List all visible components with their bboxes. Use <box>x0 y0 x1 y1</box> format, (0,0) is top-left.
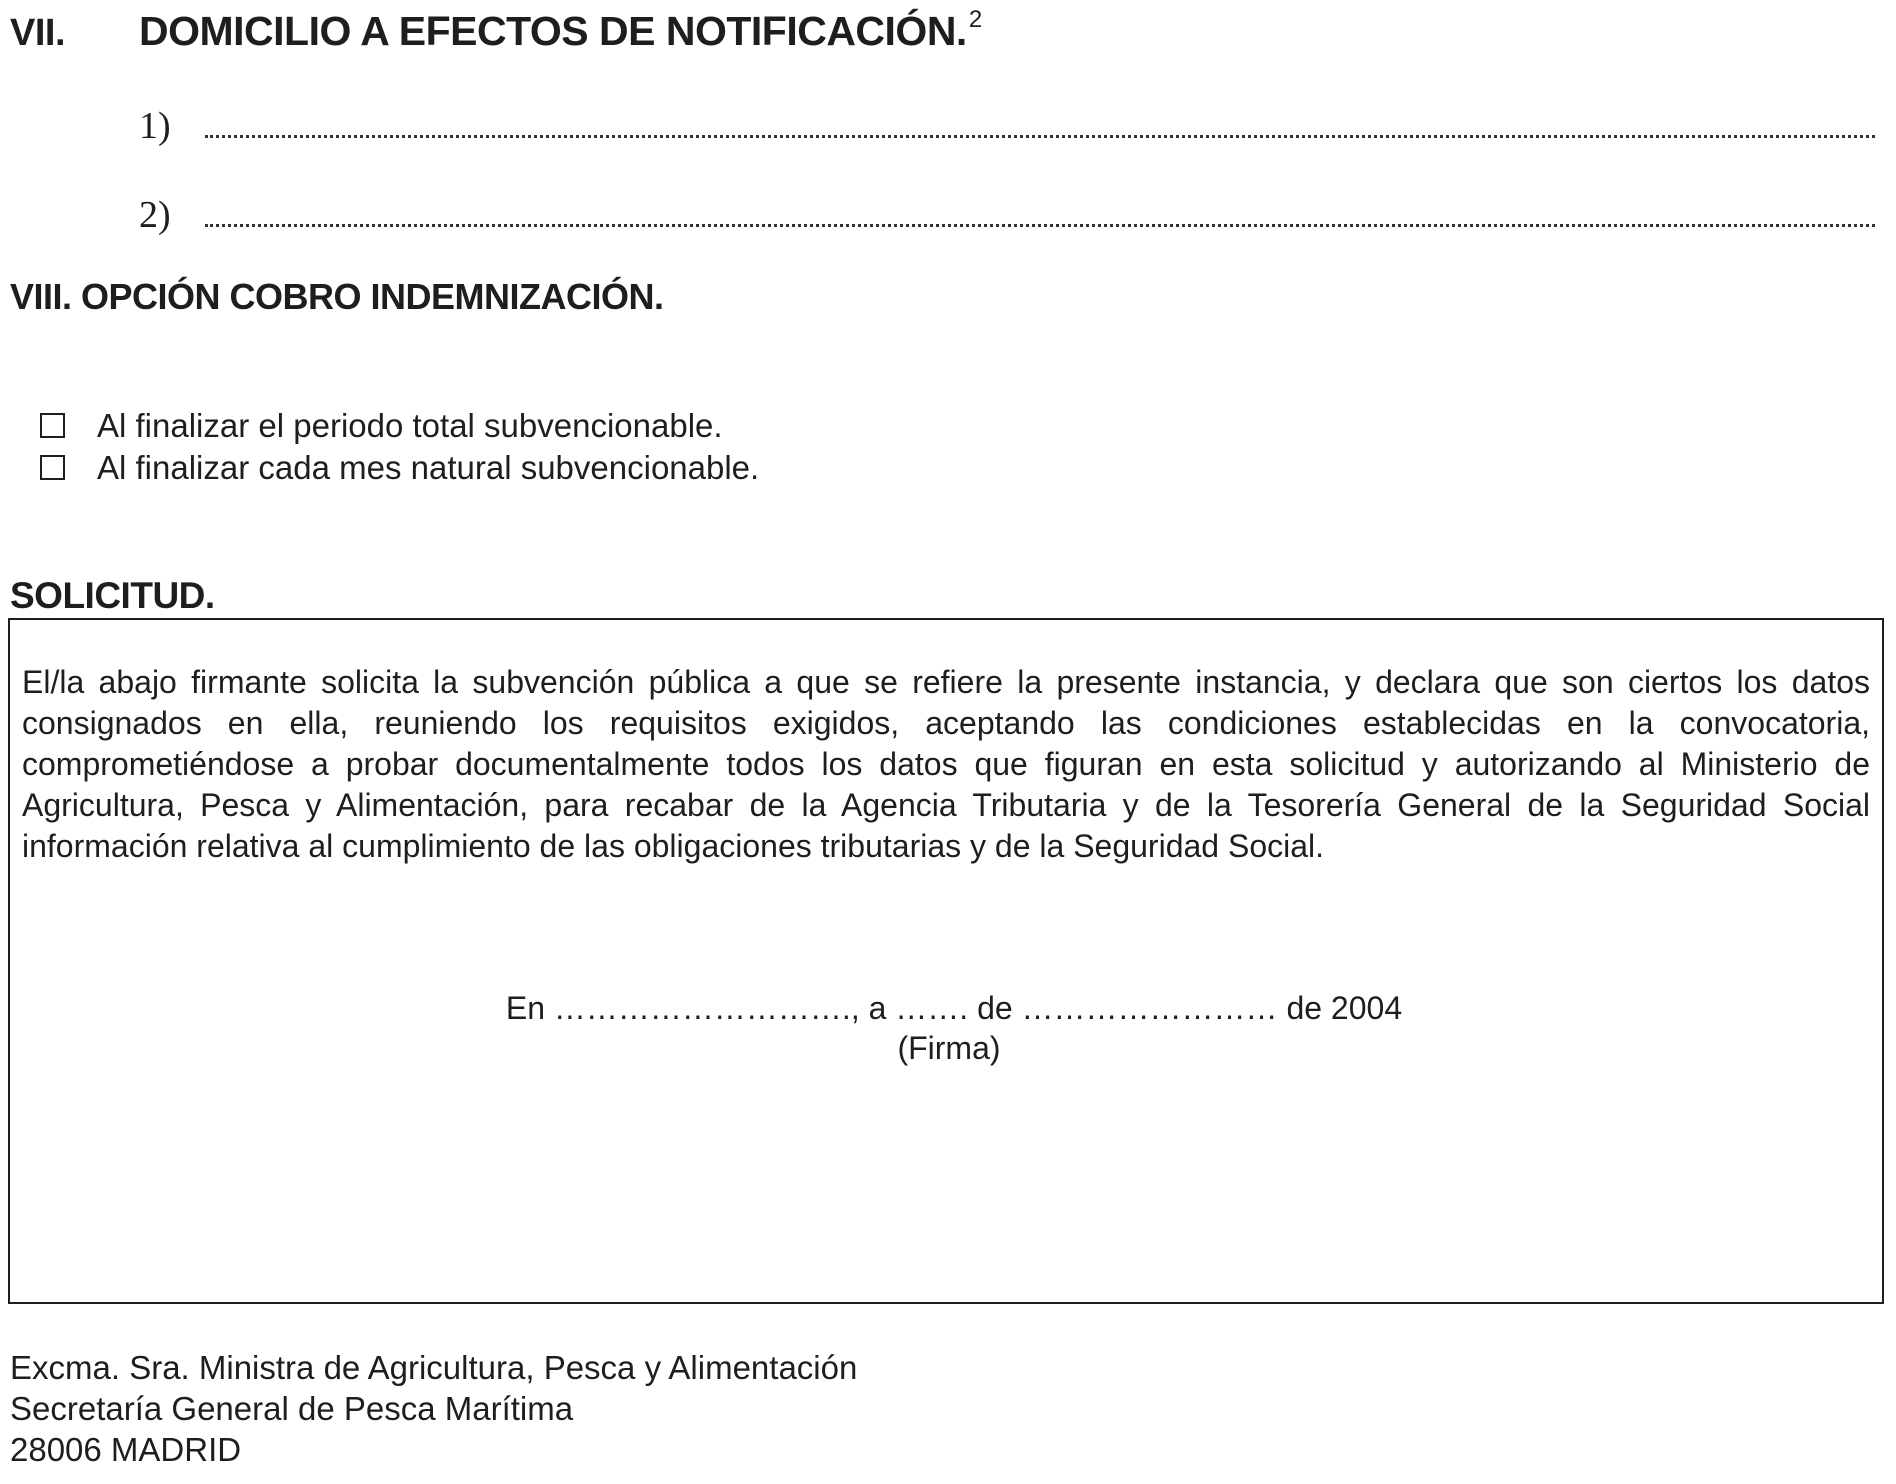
footnote-marker: 2 <box>968 6 982 33</box>
address-line-1-label: 1) <box>139 105 171 147</box>
address-line-1[interactable] <box>139 104 1875 150</box>
option-total-period-checkbox[interactable] <box>40 413 65 438</box>
section-vii-number: VII. <box>10 12 66 54</box>
option-monthly-label: Al finalizar cada mes natural subvencionable. <box>97 449 760 486</box>
solicitud-box <box>8 618 1884 1304</box>
place-date-line[interactable]: En ………………………., a ……. de …………………… de 2004 <box>505 990 1403 1026</box>
option-monthly-checkbox[interactable] <box>40 455 65 480</box>
address-line-1-field[interactable] <box>205 135 1875 138</box>
signature-label: (Firma) <box>897 1030 1001 1066</box>
section-viii-title: VIII. OPCIÓN COBRO INDEMNIZACIÓN. <box>10 276 664 317</box>
section-vii-title <box>139 8 982 55</box>
address-line-2[interactable] <box>139 193 1875 239</box>
address-line-2-label: 2) <box>139 194 171 236</box>
section-vii-title-text: DOMICILIO A EFECTOS DE NOTIFICACIÓN. <box>139 8 967 54</box>
addressee-line-3: 28006 MADRID <box>10 1431 242 1468</box>
solicitud-title: SOLICITUD. <box>10 575 215 616</box>
addressee-line-1: Excma. Sra. Ministra de Agricultura, Pesca y Alimentación <box>10 1349 858 1386</box>
address-line-2-field[interactable] <box>205 224 1875 227</box>
addressee-line-2: Secretaría General de Pesca Marítima <box>10 1390 574 1427</box>
option-total-period-label: Al finalizar el periodo total subvencionable. <box>97 407 723 444</box>
solicitud-body: El/la abajo firmante solicita la subvención pública a que se refiere la presente instancia, y declara que son ciertos los datos consignados en ella, reuniendo los requisitos exigidos, aceptando las condiciones establecidas en la convocatoria, comprometiéndose a probar documentalmente todos los datos que figuran en esta solicitud y autorizando al Ministerio de Agricultura, Pesca y Alimentación, para recabar de la Agencia Tributaria y de la Tesorería General de la Seguridad Social información relativa al cumplimiento de las obligaciones tributarias y de la Seguridad Social. <box>22 664 1870 864</box>
addressee-block <box>10 1347 857 1470</box>
